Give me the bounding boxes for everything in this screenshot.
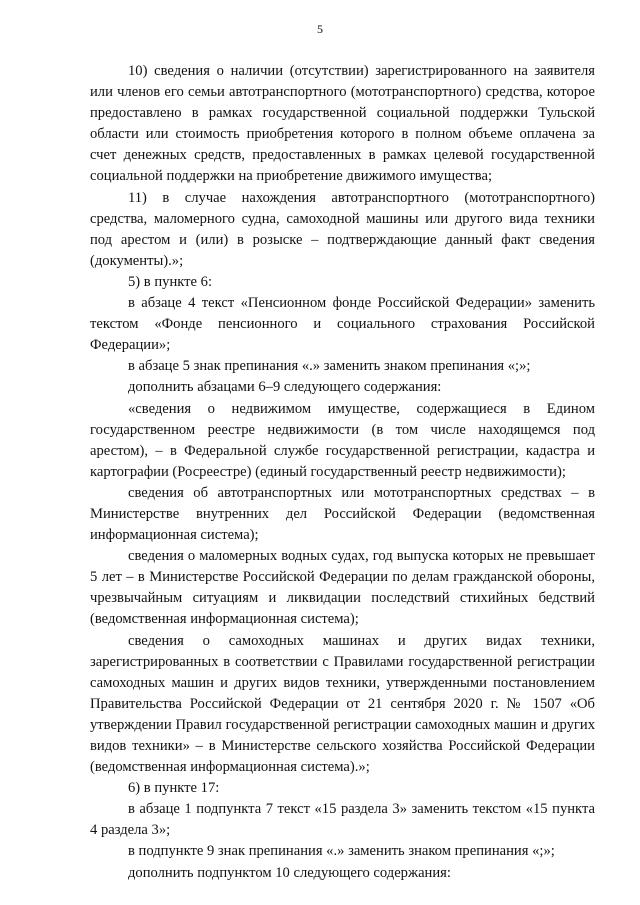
paragraph-small-vessels-info: сведения о маломерных водных судах, год выпуска которых не превышает 5 лет – в Министерстве Российской Федерации по делам гражданской обороны, чрезвычайным ситуациям и ликвидации последствий стихийных бедствий (ведомственная информационная система); [90,548,595,628]
paragraph-add-subpoint-10: дополнить подпунктом 10 следующего содержания: [128,864,451,881]
paragraph-subpoint-9-change: в подпункте 9 знак препинания «.» заменить знаком препинания «;»; [128,843,555,860]
paragraph-point-6-heading: 6) в пункте 17: [128,780,220,797]
paragraph-add-abzacs-6-9: дополнить абзацами 6–9 следующего содержания: [128,379,442,396]
page-number: 5 [317,22,323,36]
paragraph-item-10: 10) сведения о наличии (отсутствии) зарегистрированного на заявителя или членов его семьи автотранспортного (мототранспортного) средства, которое предоставлено в рамках государственной социальной поддержки Тульской области или стоимость приобретения которого в полном объеме оплачена за счет денежных средств, предоставленных в рамках целевой государственной социальной поддержки на приобретение движимого имущества; [90,63,595,185]
paragraph-self-propelled-machines-info: сведения о самоходных машинах и других видах техники, зарегистрированных в соответствии с Правилами государственной регистрации самоходных машин и других видов техники, утвержденными постановлением Правительства Российской Федерации от 21 сентября 2020 г. № 1507 «Об утверждении Правил государственной регистрации самоходных машин и других видов техники» – в Министерстве сельского хозяйства Российской Федерации (ведомственная информационная система).»; [90,632,595,776]
paragraph-subpoint-7-change: в абзаце 1 подпункта 7 текст «15 раздела 3» заменить текстом «15 пункта 4 раздела 3»; [90,801,595,839]
paragraph-abzac-4-change: в абзаце 4 текст «Пенсионном фонде Российской Федерации» заменить текстом «Фонде пенсионного и социального страхования Российской Федерации»; [90,295,595,354]
document-body [90,61,595,884]
paragraph-abzac-5-change: в абзаце 5 знак препинания «.» заменить знаком препинания «;»; [128,358,531,375]
paragraph-item-11: 11) в случае нахождения автотранспортного (мототранспортного) средства, маломерного судна, самоходной машины или другого вида техники под арестом и (или) в розыске – подтверждающие данный факт сведения (документы).»; [90,189,595,269]
paragraph-vehicle-info: сведения об автотранспортных или мототранспортных средствах – в Министерстве внутренних дел Российской Федерации (ведомственная информационная система); [90,484,595,544]
paragraph-real-estate-info: «сведения о недвижимом имуществе, содержащиеся в Едином государственном реестре недвижимости (в том числе находящемся под арестом), – в Федеральной службе государственной регистрации, кадастра и картографии (Росреестре) (единый государственный реестр недвижимости); [90,400,595,480]
paragraph-point-5-heading: 5) в пункте 6: [128,273,213,290]
